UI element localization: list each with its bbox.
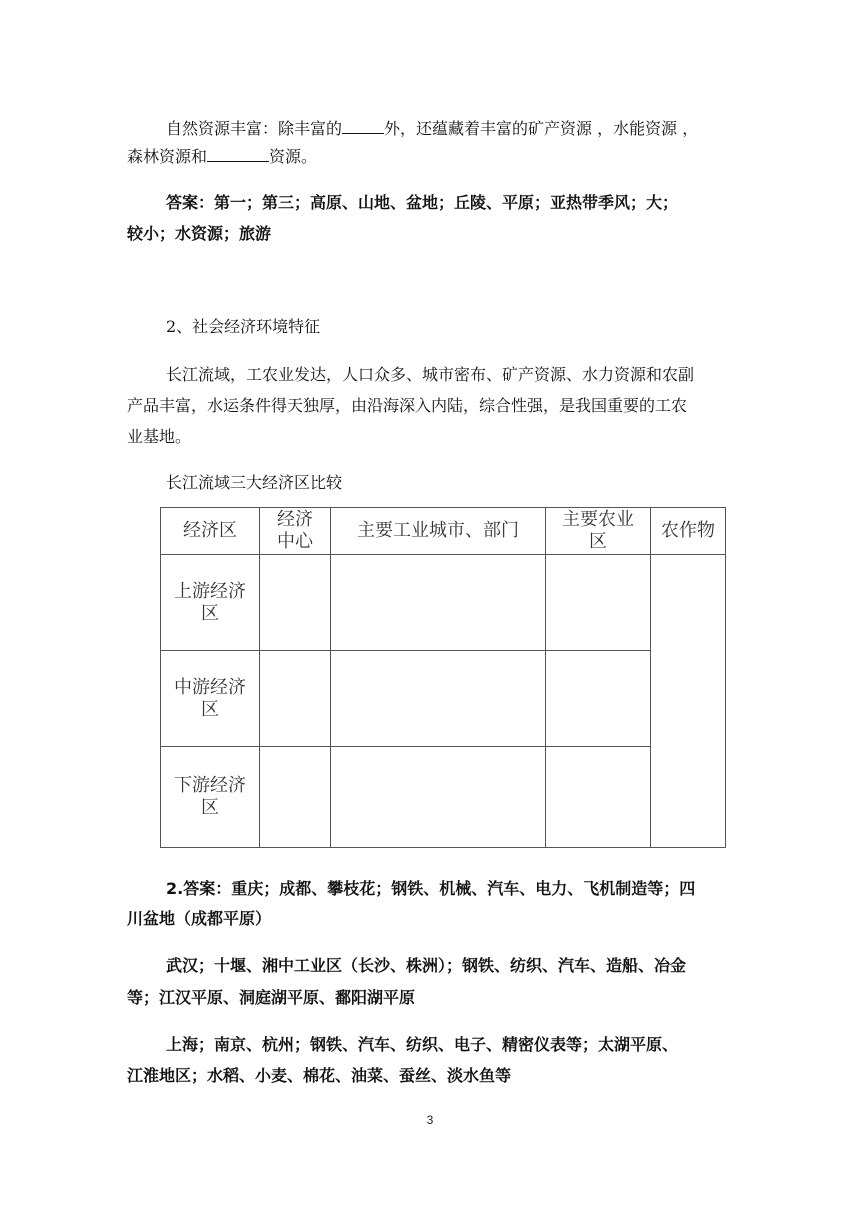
row-downstream-label: 下游经济 区 [161,747,260,848]
section2-heading: 2、社会经济环境特征 [166,317,321,336]
answer2-line-5: 上海；南京、杭州；钢铁、汽车、纺织、电子、精密仪表等；太湖平原、 [166,1035,679,1054]
answer2-line-1: 2.答案：重庆；成都、攀枝花；钢铁、机械、汽车、电力、飞机制造等；四 [166,879,696,898]
cell-crops-upper[interactable] [651,555,726,747]
answer2-line-4: 等；江汉平原、洞庭湖平原、鄱阳湖平原 [127,988,416,1007]
answer2-line-6: 江淮地区；水稻、小麦、棉花、油菜、蚕丝、淡水鱼等 [127,1066,512,1085]
cell-crops-lower[interactable] [651,747,726,848]
table-row [161,651,726,747]
resources-text-c: 森林资源和 [127,147,208,166]
econ-line-3: 业基地。 [127,427,192,446]
answer2-line-2: 川盆地（成都平原） [127,909,272,928]
cell-upstream-industry[interactable] [331,555,546,651]
header-zone: 经济区 [161,508,260,555]
cell-midstream-agri[interactable] [546,651,651,747]
resources-line-1 [166,117,698,139]
table-header-row [161,508,726,555]
cell-downstream-industry[interactable] [331,747,546,848]
resources-text-a: 自然资源丰富：除丰富的 [166,119,343,138]
header-industry: 主要工业城市、部门 [331,508,546,555]
resources-line-2 [127,145,317,167]
fill-blank-1[interactable] [342,117,384,134]
header-center: 经济 中心 [260,508,331,555]
table-row [161,747,726,848]
cell-upstream-center[interactable] [260,555,331,651]
header-agri-area: 主要农业 区 [546,508,651,555]
cell-midstream-center[interactable] [260,651,331,747]
econ-line-2: 产品丰富，水运条件得天独厚，由沿海深入内陆，综合性强，是我国重要的工农 [127,396,688,415]
resources-text-d: 资源。 [269,147,318,166]
answer1-line-2: 较小；水资源；旅游 [127,224,272,243]
cell-downstream-agri[interactable] [546,747,651,848]
table-row [161,555,726,651]
econ-line-1: 长江流域，工农业发达，人口众多、城市密布、矿产资源、水力资源和农副 [166,365,695,384]
answer2-line-3: 武汉；十堰、湘中工业区（长沙、株洲）；钢铁、纺织、汽车、造船、冶金 [166,956,687,975]
page-number: 3 [426,1113,434,1127]
fill-blank-2[interactable] [207,145,269,162]
header-crops: 农作物 [651,508,726,555]
cell-midstream-industry[interactable] [331,651,546,747]
economic-zones-table [160,507,726,848]
table-caption: 长江流域三大经济区比较 [166,473,343,492]
cell-upstream-agri[interactable] [546,555,651,651]
row-midstream-label: 中游经济 区 [161,651,260,747]
cell-downstream-center[interactable] [260,747,331,848]
resources-text-b: 外，还蕴藏着丰富的矿产资源 ，水能资源 ， [384,119,699,138]
answer1-line-1: 答案：第一；第三；高原、山地、盆地；丘陵、平原；亚热带季风；大； [166,193,679,212]
row-upstream-label: 上游经济 区 [161,555,260,651]
